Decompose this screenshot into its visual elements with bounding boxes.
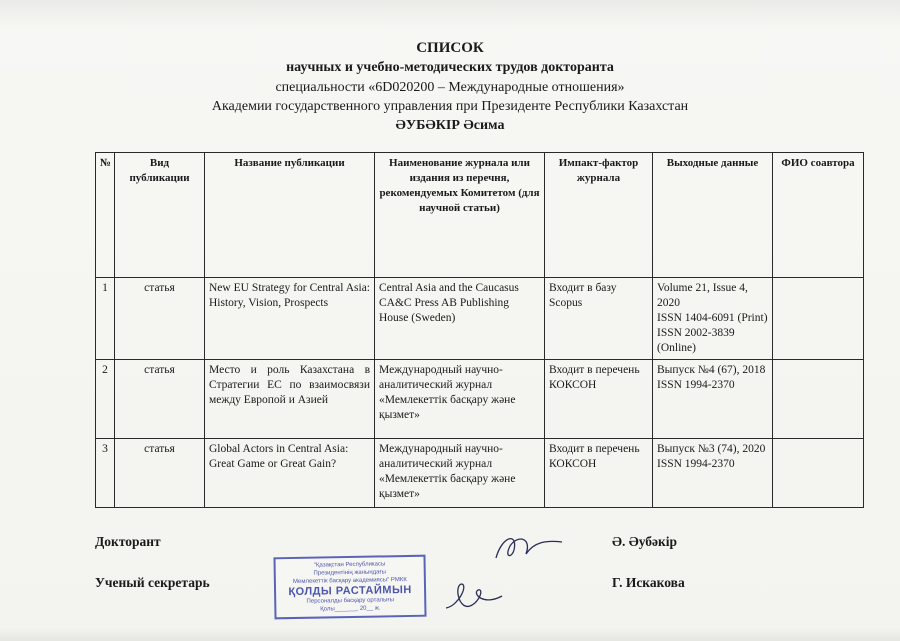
cell-impact: Входит в базу Scopus — [545, 278, 653, 360]
document-subtitle: научных и учебно-методических трудов докторанта — [286, 60, 614, 75]
stamp-line: Қолы_______ 20__ ж. — [320, 605, 381, 613]
cell-coauthor — [773, 360, 864, 439]
cell-coauthor — [773, 278, 864, 360]
cell-title: Место и роль Казахстана в Стратегии ЕС по взаимосвязи между Европой и Азией — [205, 360, 375, 439]
cell-title: Global Actors in Central Asia: Great Game or Great Gain? — [205, 439, 375, 508]
cell-output — [653, 360, 773, 439]
col-header-title: Название публикации — [205, 153, 375, 278]
output-line: ISSN 1404-6091 (Print) — [657, 312, 768, 324]
output-line: Выпуск №3 (74), 2020 — [657, 443, 766, 455]
stamp-line: Мемлекеттік басқару академиясы" РМКК — [292, 577, 407, 585]
scan-bottom-edge — [0, 628, 900, 641]
secretary-name: Г. Искакова — [612, 575, 685, 590]
cell-journal: Международный научно-аналитический журнал «Мемлекеттік басқару және қызмет» — [375, 439, 545, 508]
cell-type: статья — [115, 360, 205, 439]
cell-journal: Международный научно-аналитический журнал «Мемлекеттік басқару және қызмет» — [375, 360, 545, 439]
cell-type: статья — [115, 439, 205, 508]
cell-output — [653, 439, 773, 508]
scan-top-edge — [0, 0, 900, 30]
output-line: ISSN 1994-2370 — [657, 379, 735, 391]
cell-num: 2 — [96, 360, 115, 439]
col-header-type: Вид публикации — [115, 153, 205, 278]
doctorant-signature — [488, 528, 568, 566]
col-header-coauthor: ФИО соавтора — [773, 153, 864, 278]
cell-impact: Входит в перечень КОКСОН — [545, 439, 653, 508]
table-header-row — [96, 153, 864, 278]
cell-title: New EU Strategy for Central Asia: History, Vision, Prospects — [205, 278, 375, 360]
cell-num: 3 — [96, 439, 115, 508]
output-line: ISSN 1994-2370 — [657, 458, 735, 470]
doctorant-label: Докторант — [95, 534, 161, 549]
cell-coauthor — [773, 439, 864, 508]
cell-impact: Входит в перечень КОКСОН — [545, 360, 653, 439]
document-title: СПИСОК — [416, 40, 484, 56]
col-header-journal: Наименование журнала или издания из перечня, рекомендуемых Комитетом (для научной статьи) — [375, 153, 545, 278]
output-line: Volume 21, Issue 4, 2020 — [657, 282, 748, 309]
author-name: ӘУБӘКІР Әсима — [395, 118, 505, 133]
cell-num: 1 — [96, 278, 115, 360]
approval-stamp — [273, 555, 426, 620]
output-line: ISSN 2002-3839 (Online) — [657, 327, 735, 354]
stamp-line: "Қазақстан Республикасы — [313, 561, 386, 569]
cell-type: статья — [115, 278, 205, 360]
table-row — [96, 360, 864, 439]
col-header-num: № — [96, 153, 115, 278]
document-header — [0, 38, 900, 136]
col-header-output: Выходные данные — [653, 153, 773, 278]
output-line: Выпуск №4 (67), 2018 — [657, 364, 766, 376]
secretary-signature — [440, 576, 510, 616]
stamp-title: ҚОЛДЫ РАСТАЙМЫН — [288, 583, 412, 599]
stamp-line: Президентінің жанындағы — [313, 569, 387, 577]
col-header-impact: Импакт-фактор журнала — [545, 153, 653, 278]
stamp-line: Персоналды басқару орталығы — [306, 597, 395, 605]
specialty-line: специальности «6D020200 – Международные отношения» — [275, 80, 625, 95]
cell-output — [653, 278, 773, 360]
secretary-label: Ученый секретарь — [95, 575, 210, 590]
table-row — [96, 439, 864, 508]
cell-journal: Central Asia and the Caucasus CA&C Press AB Publishing House (Sweden) — [375, 278, 545, 360]
doctorant-name: Ә. Әубәкір — [612, 534, 678, 549]
academy-line: Академии государственного управления при Президенте Республики Казахстан — [211, 99, 689, 114]
table-row — [96, 278, 864, 360]
publications-table — [95, 152, 864, 508]
